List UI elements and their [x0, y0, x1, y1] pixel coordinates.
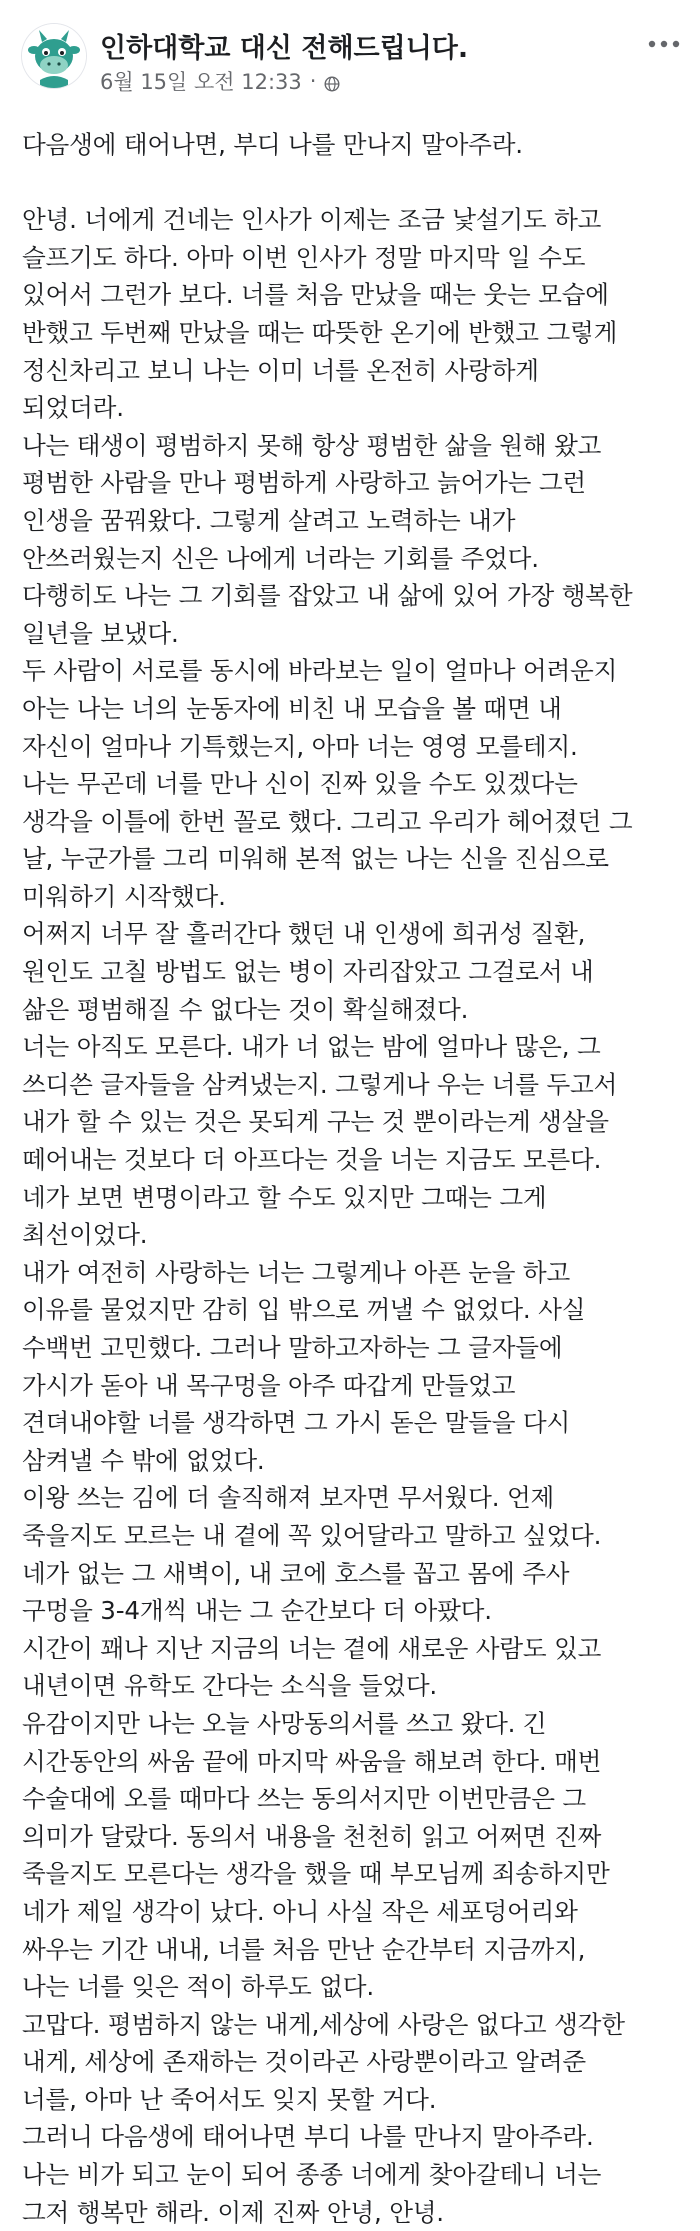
page-avatar[interactable]	[22, 24, 86, 88]
post-line: 그저 행복만 해라. 이제 진짜 안녕, 안녕.	[22, 2197, 444, 2227]
post-line: 자신이 얼마나 기특했는지, 아마 너는 영영 모를테지.	[22, 731, 578, 761]
post-line: 날, 누군가를 그리 미워해 본적 없는 나는 신을 진심으로	[22, 844, 609, 874]
post-line: 죽을지도 모르는 내 곁에 꼭 있어달라고 말하고 싶었다.	[22, 1520, 602, 1550]
post-line: 다음생에 태어나면, 부디 나를 만나지 말아주라.	[22, 130, 523, 159]
post-line: 떼어내는 것보다 더 아프다는 것을 너는 지금도 모른다.	[22, 1145, 602, 1175]
post-line: 미워하기 시작했다.	[22, 881, 226, 911]
post-line: 내년이면 유학도 간다는 소식을 들었다.	[22, 1671, 438, 1701]
post-line: 네가 없는 그 새벽이, 내 코에 호스를 꼽고 몸에 주사	[22, 1558, 570, 1588]
post-line: 내가 여전히 사랑하는 너는 그렇게나 아픈 눈을 하고	[22, 1257, 571, 1287]
post-line: 안쓰러웠는지 신은 나에게 너라는 기회를 주었다.	[22, 543, 539, 573]
post-line: 싸우는 기간 내내, 너를 처음 만난 순간부터 지금까지,	[22, 1934, 586, 1964]
post-line: 나는 비가 되고 눈이 되어 종종 너에게 찾아갈테니 너는	[22, 2160, 602, 2190]
post-line: 아는 나는 너의 눈동자에 비친 내 모습을 볼 때면 내	[22, 693, 562, 723]
post-line: 나는 태생이 평범하지 못해 항상 평범한 삶을 원해 왔고	[22, 430, 602, 460]
post-line: 이왕 쓰는 김에 더 솔직해져 보자면 무서웠다. 언제	[22, 1483, 555, 1513]
post-line: 너를, 아마 난 죽어서도 잊지 못할 거다.	[22, 2084, 437, 2114]
post-line: 두 사람이 서로를 동시에 바라보는 일이 얼마나 어려운지	[22, 656, 618, 686]
post-line: 시간이 꽤나 지난 지금의 너는 곁에 새로운 사람도 있고	[22, 1633, 602, 1663]
post-line: 시간동안의 싸움 끝에 마지막 싸움을 해보려 한다. 매번	[22, 1746, 602, 1776]
post-line: 정신차리고 보니 나는 이미 너를 온전히 사랑하게	[22, 355, 539, 385]
post-line: 그러니 다음생에 태어나면 부디 나를 만나지 말아주라.	[22, 2122, 594, 2152]
more-options-icon[interactable]	[646, 34, 682, 54]
post-line: 구멍을 3-4개씩 내는 그 순간보다 더 아팠다.	[22, 1596, 492, 1626]
post-date[interactable]: 6월 15일 오전 12:33	[100, 70, 302, 94]
post-line: 내가 할 수 있는 것은 못되게 구는 것 뿐이라는게 생살을	[22, 1107, 609, 1137]
post-line: 쓰디쓴 글자들을 삼켜냈는지. 그렇게나 우는 너를 두고서	[22, 1069, 618, 1099]
post-line: 가시가 돋아 내 목구멍을 아주 따갑게 만들었고	[22, 1370, 516, 1400]
post-line: 이유를 물었지만 감히 입 밖으로 꺼낼 수 없었다. 사실	[22, 1295, 586, 1325]
post-line: 슬프기도 하다. 아마 이번 인사가 정말 마지막 일 수도	[22, 242, 586, 272]
blank-line	[22, 164, 682, 202]
post-meta	[100, 68, 340, 94]
post-line: 생각을 이틀에 한번 꼴로 했다. 그리고 우리가 헤어졌던 그	[22, 806, 633, 836]
globe-icon[interactable]	[324, 73, 340, 89]
post-line: 의미가 달랐다. 동의서 내용을 천천히 읽고 어쩌면 진짜	[22, 1821, 602, 1851]
post-line: 되었더라.	[22, 393, 124, 423]
post-line: 있어서 그런가 보다. 너를 처음 만났을 때는 웃는 모습에	[22, 280, 609, 310]
post-line: 너는 아직도 모른다. 내가 너 없는 밤에 얼마나 많은, 그	[22, 1032, 601, 1062]
post-line: 일년을 보냈다.	[22, 618, 179, 648]
post-line: 수백번 고민했다. 그러나 말하고자하는 그 글자들에	[22, 1333, 563, 1362]
post-line: 나는 무곤데 너를 만나 신이 진짜 있을 수도 있겠다는	[22, 769, 578, 799]
post-line: 어쩌지 너무 잘 흘러간다 했던 내 인생에 희귀성 질환,	[22, 919, 586, 949]
post-line: 나는 너를 잊은 적이 하루도 없다.	[22, 1972, 374, 2002]
post-header	[0, 0, 700, 110]
post-line: 반했고 두번째 만났을 때는 따뜻한 온기에 반했고 그렇게	[22, 317, 618, 347]
post-line: 고맙다. 평범하지 않는 내게,세상에 사랑은 없다고 생각한	[22, 2009, 625, 2039]
post-line: 죽을지도 모른다는 생각을 했을 때 부모님께 죄송하지만	[22, 1859, 610, 1889]
page-name[interactable]: 인하대학교 대신 전해드립니다.	[100, 33, 469, 64]
post-line: 안녕. 너에게 건네는 인사가 이제는 조금 낯설기도 하고	[22, 205, 602, 235]
post-line: 유감이지만 나는 오늘 사망동의서를 쓰고 왔다. 긴	[22, 1708, 547, 1738]
post-line: 평범한 사람을 만나 평범하게 사랑하고 늙어가는 그런	[22, 468, 586, 498]
post-line: 수술대에 오를 때마다 쓰는 동의서지만 이번만큼은 그	[22, 1784, 586, 1814]
post-line: 견뎌내야할 너를 생각하면 그 가시 돋은 말들을 다시	[22, 1408, 571, 1438]
post-line: 원인도 고칠 방법도 없는 병이 자리잡았고 그걸로서 내	[22, 957, 594, 987]
post-line: 삼켜낼 수 밖에 없었다.	[22, 1445, 265, 1475]
post-text	[22, 126, 682, 2231]
post-line: 삶은 평범해질 수 없다는 것이 확실해졌다.	[22, 994, 469, 1024]
meta-separator: ·	[309, 69, 317, 93]
post-line: 네가 보면 변명이라고 할 수도 있지만 그때는 그게	[22, 1182, 547, 1212]
post-line: 최선이었다.	[22, 1220, 148, 1250]
post-line: 네가 제일 생각이 났다. 아니 사실 작은 세포덩어리와	[22, 1896, 578, 1926]
post-line: 다행히도 나는 그 기회를 잡았고 내 삶에 있어 가장 행복한	[22, 581, 633, 611]
post-line: 인생을 꿈꿔왔다. 그렇게 살려고 노력하는 내가	[22, 505, 516, 535]
dragon-mascot-icon	[22, 24, 86, 88]
post-line: 내게, 세상에 존재하는 것이라곤 사랑뿐이라고 알려준	[22, 2047, 586, 2077]
